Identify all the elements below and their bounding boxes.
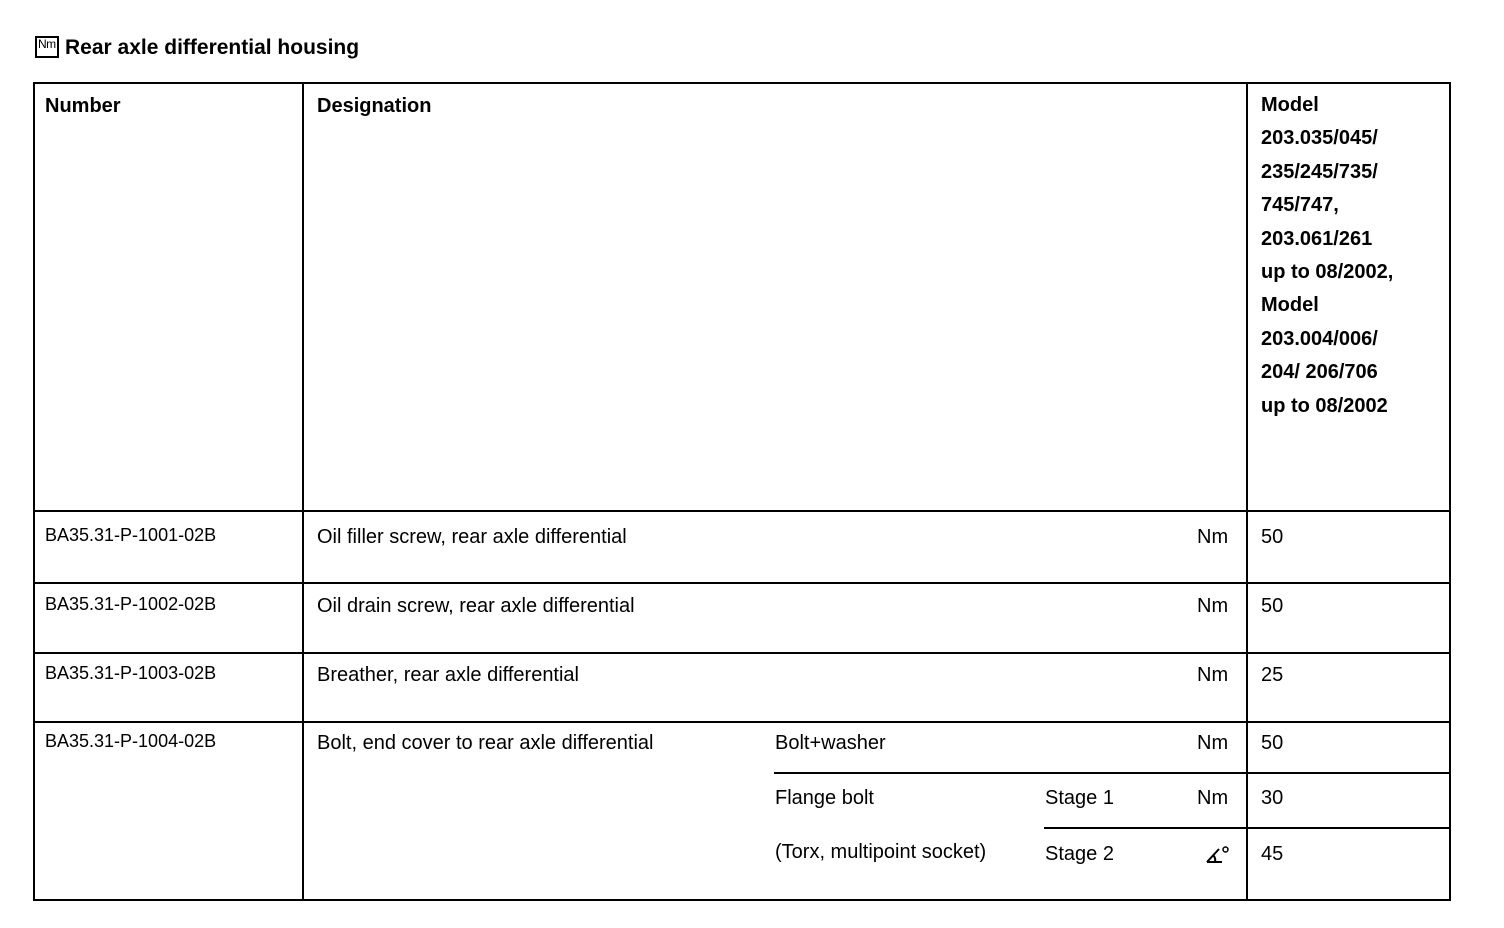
table-row-unit: Nm	[1197, 526, 1229, 548]
sub-row-label: Flange bolt	[775, 787, 874, 809]
table-row-unit: Nm	[1197, 664, 1229, 686]
sub-row-stage: Stage 2	[1045, 843, 1114, 865]
sub-row-stage: Stage 1	[1045, 787, 1114, 809]
sub-row-unit: Nm	[1197, 732, 1229, 754]
row-divider	[33, 582, 1451, 584]
table-row-designation: Oil drain screw, rear axle differential	[317, 595, 635, 617]
column-divider	[1246, 82, 1248, 901]
sub-row-divider	[774, 772, 1451, 774]
table-row-unit: Nm	[1197, 595, 1229, 617]
column-divider	[302, 82, 304, 901]
table-row-value: 25	[1261, 664, 1284, 686]
table-border-bottom	[33, 899, 1451, 901]
table-border-top	[33, 82, 1451, 84]
section-title-text: Rear axle differential housing	[65, 36, 360, 59]
table-row-number: BA35.31-P-1001-02B	[45, 525, 217, 545]
table-row-designation: Oil filler screw, rear axle differential	[317, 526, 627, 548]
sub-row-label: Bolt+washer	[775, 732, 886, 754]
table-row-value: 50	[1261, 526, 1284, 548]
header-model: Model 203.035/045/ 235/245/735/ 745/747, 203.061/261 up to 08/2002, Model 203.004/006/ 204/ 206/706 up to 08/2002	[1261, 94, 1394, 417]
table-row-value: 50	[1261, 595, 1284, 617]
sub-row-value: 50	[1261, 732, 1284, 754]
sub-row-label: (Torx, multipoint socket)	[775, 841, 987, 863]
table-row-number: BA35.31-P-1004-02B	[45, 731, 217, 751]
angle-degree-icon	[1204, 844, 1230, 866]
sub-row-value: 30	[1261, 787, 1284, 809]
table-row-number: BA35.31-P-1003-02B	[45, 663, 217, 683]
torque-nm-icon: Nm	[35, 36, 59, 58]
table-border-left	[33, 82, 35, 901]
table-border-right	[1449, 82, 1451, 901]
sub-row-unit: Nm	[1197, 787, 1229, 809]
row-divider	[33, 510, 1451, 512]
table-row-designation: Bolt, end cover to rear axle differential	[317, 732, 654, 754]
header-designation: Designation	[317, 95, 432, 117]
sub-row-value: 45	[1261, 843, 1284, 865]
table-row-number: BA35.31-P-1002-02B	[45, 594, 217, 614]
section-title	[35, 32, 359, 60]
table-row-designation: Breather, rear axle differential	[317, 664, 580, 686]
row-divider	[33, 721, 1451, 723]
row-divider	[33, 652, 1451, 654]
header-number: Number	[45, 95, 121, 117]
